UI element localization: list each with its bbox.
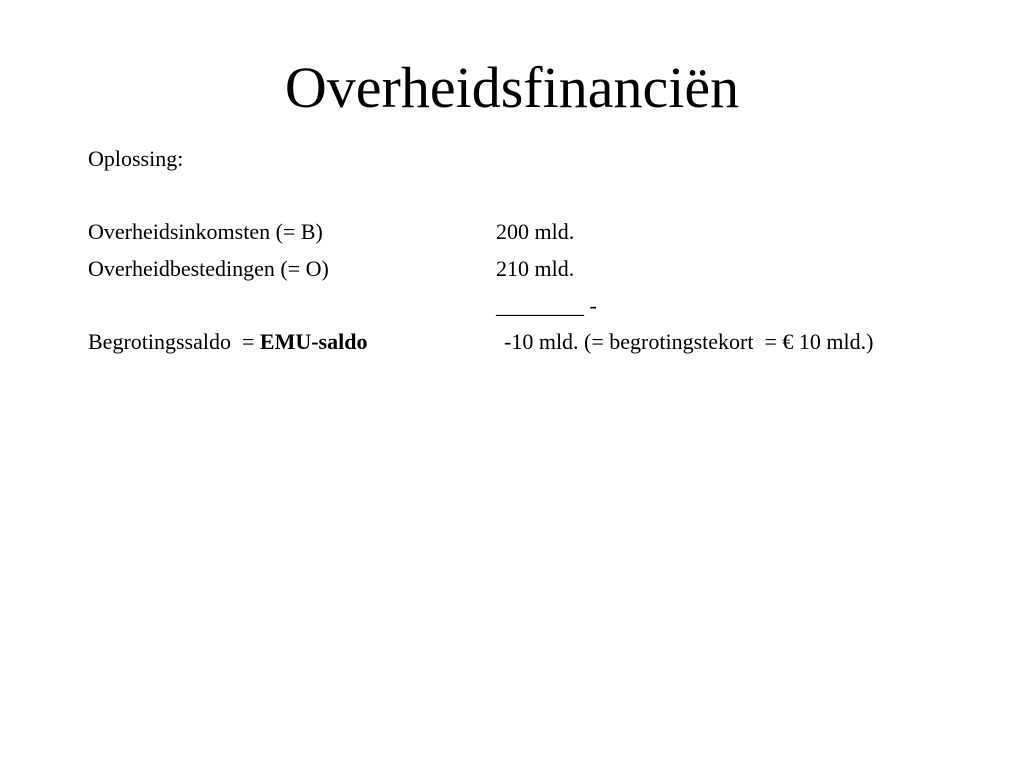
spending-label: Overheidbestedingen (= O) [88,256,329,281]
result-label-prefix: Begrotingssaldo = [88,329,260,354]
result-value: -10 mld. (= begrotingstekort = € 10 mld.) [504,329,874,354]
income-label: Overheidsinkomsten (= B) [88,219,323,244]
spending-value: 210 mld. [496,256,575,281]
result-label-emphasis: EMU-saldo [259,329,368,354]
result-label [88,328,367,356]
intro-text: Oplossing: [88,146,184,171]
subtraction-line: ________ - [496,293,597,318]
income-value: 200 mld. [496,219,575,244]
slide-title: Overheidsfinanciën [284,55,740,120]
